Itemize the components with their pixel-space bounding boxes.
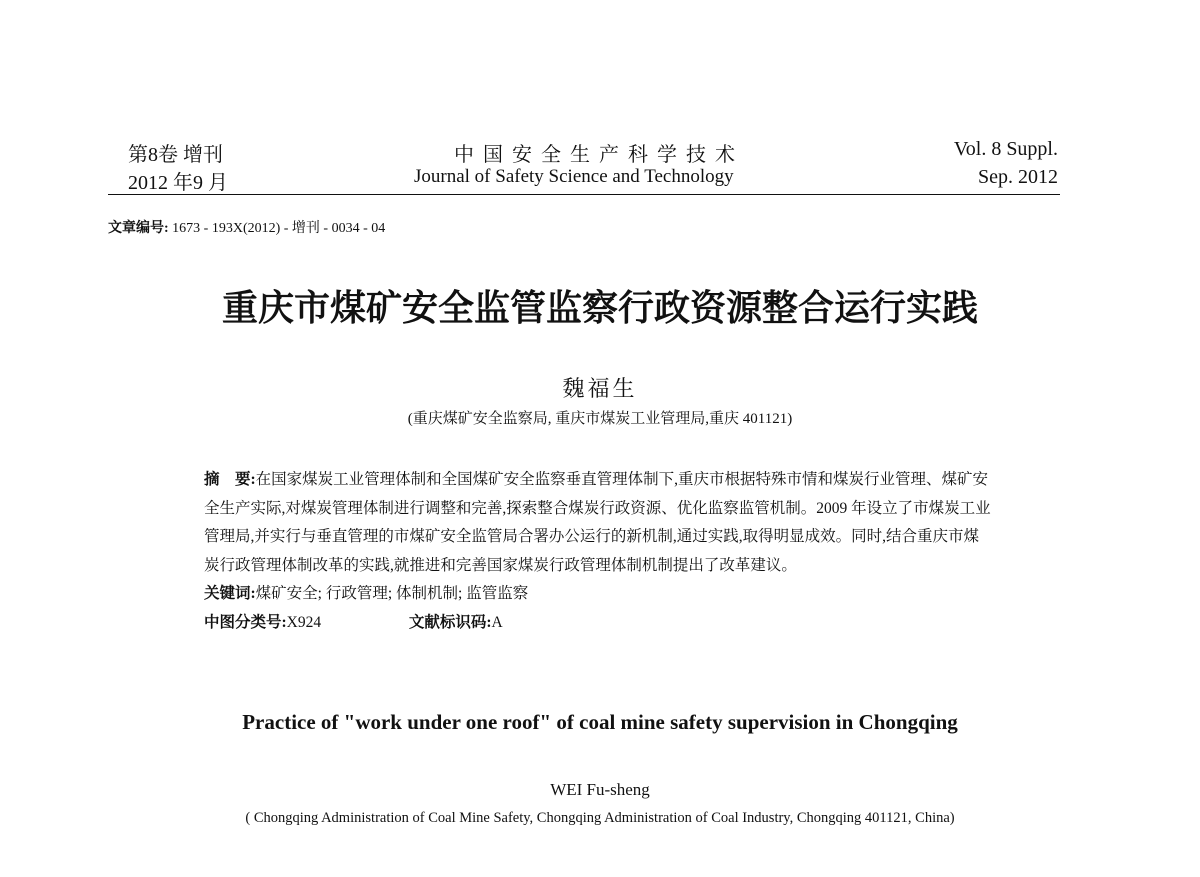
doc-code-value: A [491, 613, 503, 631]
date-en: Sep. 2012 [978, 166, 1058, 188]
article-number-label: 文章编号: [108, 221, 169, 236]
clc-value: X924 [286, 613, 322, 631]
clc-label: 中图分类号: [204, 613, 287, 631]
volume-en: Vol. 8 Suppl. [953, 138, 1058, 160]
article-number-value: 1673 - 193X(2012) - 增刊 - 0034 - 04 [172, 221, 386, 236]
journal-title-cn: 中 国 安 全 生 产 科 学 技 术 [454, 144, 737, 166]
affiliation-en: ( Chongqing Administration of Coal Mine Safety, Chongqing Administration of Coal Industry, Chongqing 401121, China) [245, 810, 955, 826]
title-cn: 重庆市煤矿安全监管监察行政资源整合运行实践 [221, 288, 978, 329]
abstract-label: 摘 要: [204, 471, 256, 488]
title-en: Practice of "work under one roof" of coal mine safety supervision in Chongqing [242, 710, 958, 734]
journal-title-en: Journal of Safety Science and Technology [414, 166, 734, 187]
abstract-cn [204, 466, 994, 637]
date-cn: 2012 年9 月 [128, 172, 228, 194]
abstract-text: 在国家煤炭工业管理体制和全国煤矿安全监察垂直管理体制下,重庆市根据特殊市情和煤炭行业管理、煤矿安全生产实际,对煤炭管理体制进行调整和完善,探索整合煤炭行政资源、优化监察监管机制。2009 年设立了市煤炭工业管理局,并实行与垂直管理的市煤矿安全监管局合署办公运行的新机制,通过实践,取得明显成效。同时,结合重庆市煤炭行政管理体制改革的实践,就推进和完善国家煤炭行政管理体制机制提出了改革建议。 [204, 471, 991, 574]
author-cn: 魏福生 [562, 376, 638, 401]
doc-code-label: 文献标识码: [408, 613, 492, 631]
article-number [108, 217, 385, 237]
keywords-label: 关键词: [204, 585, 256, 602]
keywords-text: 煤矿安全; 行政管理; 体制机制; 监管监察 [255, 585, 529, 602]
header-rule [108, 194, 1060, 195]
volume-cn: 第8卷 增刊 [128, 144, 223, 166]
author-en: WEI Fu-sheng [550, 780, 650, 799]
affiliation-cn: (重庆煤矿安全监察局, 重庆市煤炭工业管理局,重庆 401121) [407, 411, 793, 427]
